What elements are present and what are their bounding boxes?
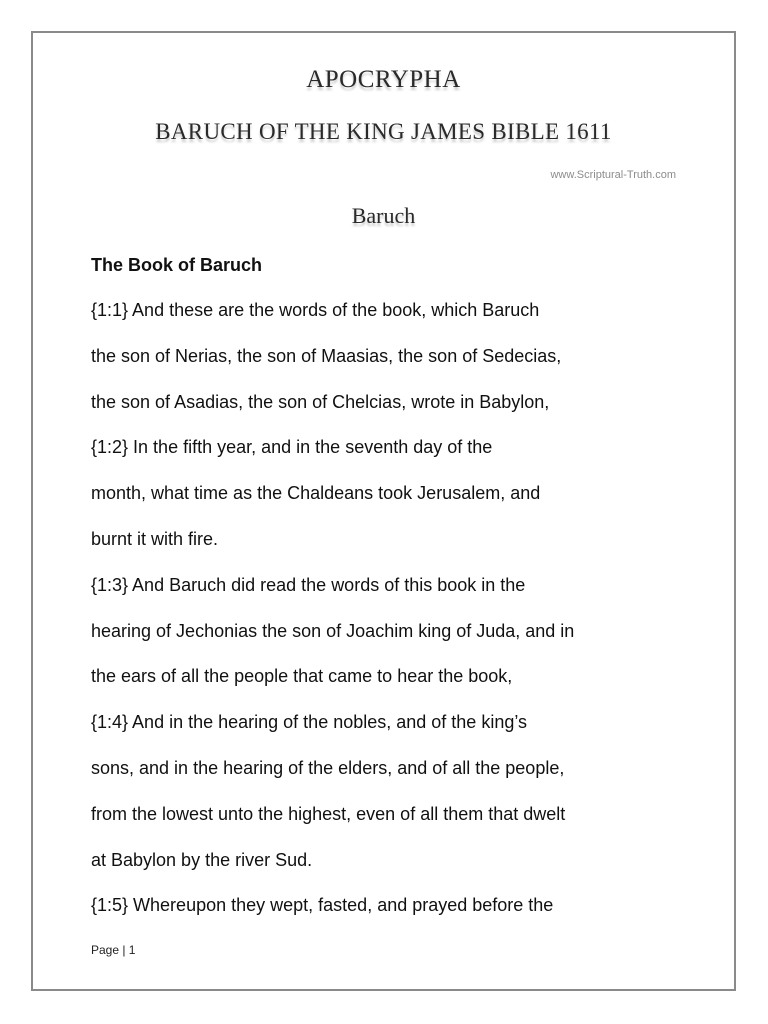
document-page [31,31,736,991]
text-line: from the lowest unto the highest, even of all them that dwelt [91,803,566,824]
book-title: The Book of Baruch [91,255,263,275]
text-line: {1:3} And Baruch did read the words of this book in the [91,574,526,595]
page-number: Page | 1 [91,943,136,957]
scripture-text [91,295,731,936]
document-subtitle: BARUCH OF THE KING JAMES BIBLE 1611 [155,119,612,144]
text-line: {1:2} In the fifth year, and in the seventh day of the [91,437,493,458]
text-line: hearing of Jechonias the son of Joachim king of Juda, and in [91,620,575,641]
text-line: {1:1} And these are the words of the book, which Baruch [91,300,540,320]
section-heading: Baruch [351,203,416,228]
text-line: burnt it with fire. [91,528,219,549]
text-line: the son of Asadias, the son of Chelcias, wrote in Babylon, [91,391,550,412]
text-line: the ears of all the people that came to hear the book, [91,666,513,687]
text-line: {1:5} Whereupon they wept, fasted, and prayed before the [91,895,554,916]
text-line: sons, and in the hearing of the elders, and of all the people, [91,757,565,778]
text-line: at Babylon by the river Sud. [91,849,313,870]
text-line: month, what time as the Chaldeans took Jerusalem, and [91,483,541,504]
website-label: www.Scriptural-Truth.com [550,169,676,181]
text-line: the son of Nerias, the son of Maasias, the son of Sedecias, [91,345,562,366]
document-title: APOCRYPHA [306,66,461,93]
text-line: {1:4} And in the hearing of the nobles, and of the king’s [91,712,528,733]
